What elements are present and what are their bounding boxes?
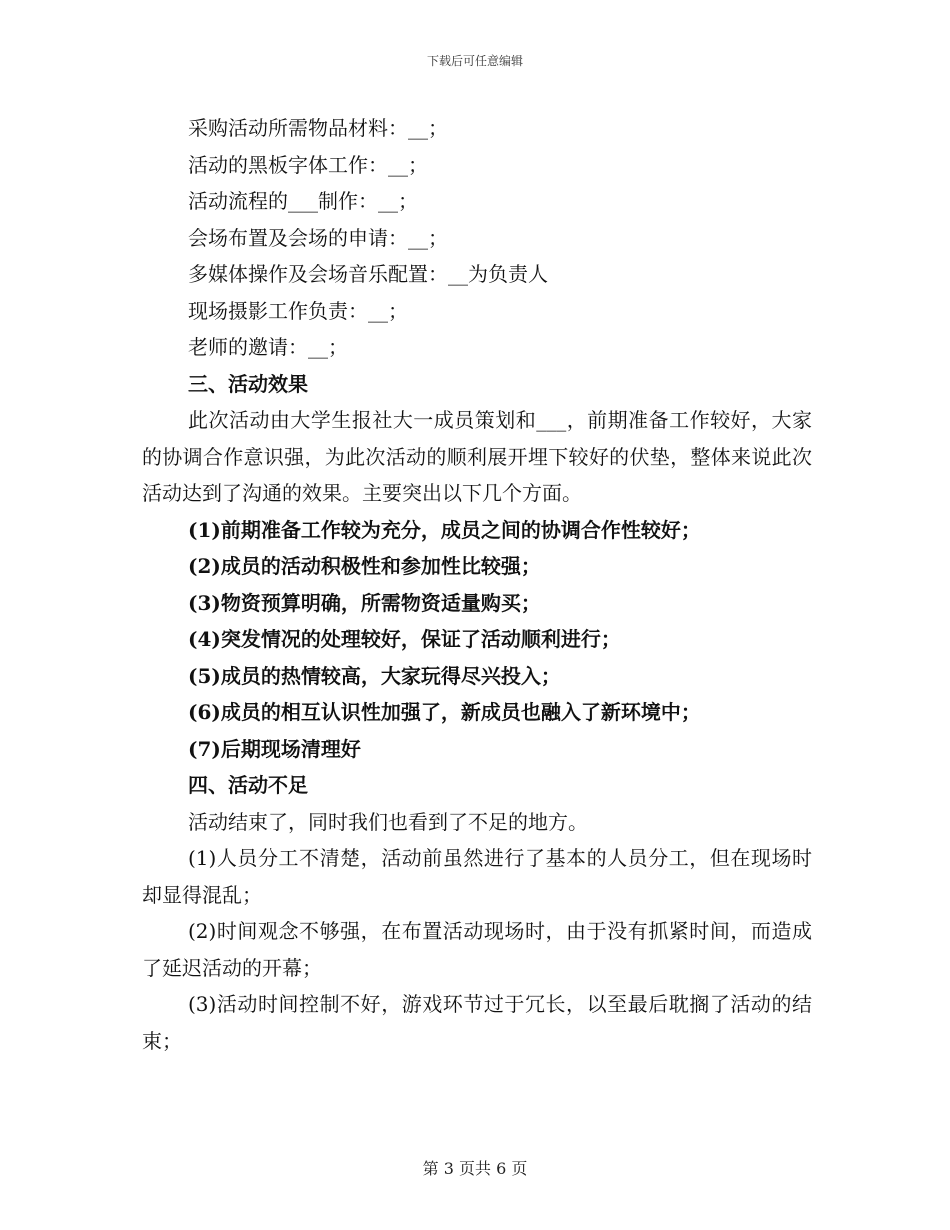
page-number-footer: 第 3 页共 6 页 [422, 1159, 528, 1178]
shortcoming-point: (1)人员分工不清楚，活动前虽然进行了基本的人员分工，但在现场时却显得混乱； [142, 846, 812, 907]
task-item: 老师的邀请：__； [188, 335, 348, 359]
shortcomings-intro: 活动结束了，同时我们也看到了不足的地方。 [188, 809, 588, 834]
effect-point: (3)物资预算明确，所需物资适量购买； [188, 590, 541, 615]
task-assignment-list [142, 110, 812, 366]
shortcoming-point: (3)活动时间控制不好，游戏环节过于冗长，以至最后耽搁了活动的结束； [142, 992, 812, 1053]
task-item: 多媒体操作及会场音乐配置：__为负责人 [188, 262, 548, 286]
document-body [142, 110, 812, 1059]
effect-point: (6)成员的相互认识性加强了，新成员也融入了新环境中； [188, 700, 701, 724]
section-heading-effects: 三、活动效果 [188, 371, 308, 396]
effect-point: (2)成员的活动积极性和参加性比较强； [188, 554, 541, 578]
task-item: 活动的黑板字体工作：__； [188, 152, 428, 177]
effect-point: (1)前期准备工作较为充分，成员之间的协调合作性较好； [188, 517, 701, 542]
effect-point: (5)成员的热情较高，大家玩得尽兴投入； [188, 663, 561, 688]
effect-point: (4)突发情况的处理较好，保证了活动顺利进行； [188, 627, 621, 651]
task-item: 采购活动所需物品材料：__； [188, 116, 448, 140]
task-item: 活动流程的___制作：__； [188, 189, 418, 213]
task-item: 会场布置及会场的申请：__； [188, 225, 448, 250]
effect-point: (7)后期现场清理好 [188, 736, 361, 761]
shortcoming-point: (2)时间观念不够强，在布置活动现场时，由于没有抓紧时间，而造成了延迟活动的开幕； [142, 919, 812, 980]
shortcomings-point-list [142, 840, 812, 1059]
effects-intro-paragraph: 此次活动由大学生报社大一成员策划和___，前期准备工作较好，大家的协调合作意识强，为此次活动的顺利展开埋下较好的伏垫，整体来说此次活动达到了沟通的效果。主要突出以下几个方面。 [142, 408, 812, 505]
section-heading-shortcomings: 四、活动不足 [188, 773, 308, 797]
effects-point-list [142, 512, 812, 768]
task-item: 现场摄影工作负责：__； [188, 298, 408, 323]
page-header-note: 下载后可任意编辑 [426, 54, 523, 68]
